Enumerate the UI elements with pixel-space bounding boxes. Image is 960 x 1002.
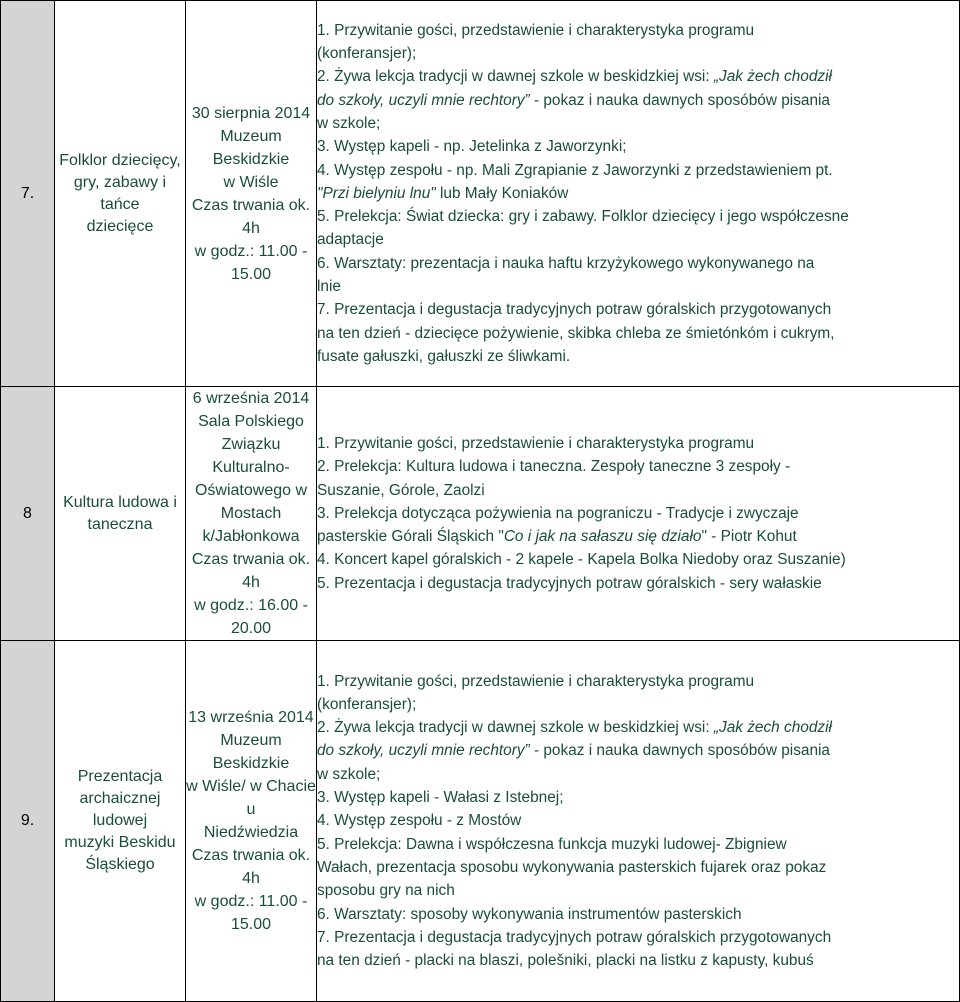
place-line: Mostach bbox=[220, 505, 282, 522]
place-line: w Wiśle/ w Chacie u bbox=[186, 778, 316, 818]
theme-line: archaicznej ludowej bbox=[79, 790, 161, 829]
program-line: Suszanie, Górole, Zaolzi bbox=[317, 481, 485, 499]
place-line: Sala Polskiego bbox=[198, 413, 304, 430]
program-line: 4. Występ zespołu - np. Mali Zgrapianie z Jaworzynki z przedstawieniem pt. bbox=[317, 161, 833, 179]
program-line: 1. Przywitanie gości, przedstawienie i charakterystyka programu bbox=[317, 434, 755, 452]
theme-line: Kultura ludowa i bbox=[63, 493, 177, 511]
duration-line: Czas trwania ok. 4h bbox=[191, 551, 311, 591]
hours-line: w godz.: 16.00 - bbox=[194, 597, 308, 614]
event-program bbox=[317, 1, 960, 387]
program-line: 3. Występ kapeli - Wałasi z Istebnej; bbox=[317, 789, 564, 807]
place-line: k/Jabłonkowa bbox=[202, 528, 300, 545]
program-line: 5. Prelekcja: Dawna i współczesna funkcja muzyki ludowej- Zbigniew bbox=[317, 835, 787, 853]
event-program bbox=[317, 641, 960, 1002]
theme-line: gry, zabawy i tańce bbox=[73, 173, 167, 213]
duration-line: Czas trwania ok. 4h bbox=[191, 847, 311, 887]
program-line: adaptacje bbox=[317, 231, 384, 249]
program-text: "Przi bielyniu lnu" bbox=[317, 184, 436, 202]
program-text: „Jak żech chodził bbox=[713, 719, 832, 737]
program-line: (konferansjer); bbox=[317, 45, 417, 63]
program-line: 7. Prezentacja i degustacja tradycyjnych potraw góralskich przygotowanych bbox=[317, 928, 832, 946]
program-text: 8 bbox=[23, 504, 32, 522]
program-line: Wałach, prezentacja sposobu wykonywania pasterskich fujarek oraz pokaz bbox=[317, 858, 827, 876]
program-line: 5. Prezentacja i degustacja tradycyjnych potraw góralskich - sery wałaskie bbox=[317, 574, 822, 592]
program-line: 3. Występ kapeli - np. Jetelinka z Jaworzynki; bbox=[317, 138, 627, 156]
event-date-place bbox=[186, 641, 317, 1002]
hours-line: 20.00 bbox=[230, 620, 272, 637]
row-number bbox=[1, 641, 55, 1002]
program-text: " - Piotr Kohut bbox=[701, 528, 797, 546]
program-line: na ten dzień - placki na blaszi, polešniki, placki na listku z kapusty, kubuś bbox=[317, 952, 814, 970]
row-number bbox=[1, 387, 55, 641]
program-text: pasterskie Górali Śląskich " bbox=[317, 528, 504, 546]
duration-line: Czas trwania ok. 4h bbox=[191, 196, 311, 237]
place-line: Muzeum Beskidzkie bbox=[212, 127, 290, 168]
program-text: Co i jak na sałaszu się działo bbox=[503, 528, 702, 546]
event-theme bbox=[55, 1, 186, 387]
program-line: sposobu gry na nich bbox=[317, 882, 455, 900]
row-number bbox=[1, 1, 55, 387]
hours-line: w godz.: 11.00 - bbox=[194, 893, 308, 910]
place-line: Oświatowego w bbox=[194, 482, 308, 499]
program-line: 6. Warsztaty: sposoby wykonywania instrumentów pasterskich bbox=[317, 905, 742, 923]
program-text: 2. Żywa lekcja tradycji w dawnej szkole w beskidzkiej wsi: bbox=[317, 68, 714, 86]
program-line: 6. Warsztaty: prezentacja i nauka haftu krzyżykowego wykonywanego na bbox=[317, 254, 815, 272]
event-date-place bbox=[186, 1, 317, 387]
theme-line: dziecięce bbox=[86, 217, 154, 235]
program-line: 5. Prelekcja: Świat dziecka: gry i zabawy. Folklor dziecięcy i jego współczesne bbox=[317, 208, 849, 226]
program-text: 7. bbox=[20, 184, 35, 202]
event-program bbox=[317, 387, 960, 641]
program-line bbox=[317, 739, 959, 762]
theme-line: Folklor dziecięcy, bbox=[59, 151, 181, 169]
hours-line: w godz.: 11.00 - bbox=[194, 242, 308, 260]
theme-line: Prezentacja bbox=[77, 768, 163, 785]
theme-line: Śląskiego bbox=[85, 856, 155, 873]
program-line: 4. Występ zespołu - z Mostów bbox=[317, 812, 522, 830]
program-line bbox=[317, 65, 959, 88]
hours-line: 15.00 bbox=[230, 265, 272, 283]
theme-line: taneczna bbox=[87, 515, 153, 533]
program-text: lub Mały Koniaków bbox=[435, 184, 569, 202]
program-line: 2. Prelekcja: Kultura ludowa i taneczna. Zespoły taneczne 3 zespoły - bbox=[317, 458, 791, 476]
program-text: - pokaz i nauka dawnych sposóbów pisania bbox=[529, 91, 830, 109]
place-line: Muzeum Beskidzkie bbox=[212, 732, 290, 772]
theme-line: muzyki Beskidu bbox=[64, 834, 176, 851]
program-line: w szkole; bbox=[317, 765, 381, 783]
program-line: w szkole; bbox=[317, 114, 381, 132]
program-line: 3. Prelekcja dotycząca pożywienia na pograniczu - Tradycje i zwyczaje bbox=[317, 504, 799, 522]
program-line bbox=[317, 716, 959, 739]
place-line: Niedźwiedzia bbox=[203, 824, 299, 841]
event-theme bbox=[55, 641, 186, 1002]
event-theme bbox=[55, 387, 186, 641]
table-row bbox=[1, 641, 960, 1002]
program-line: (konferansjer); bbox=[317, 695, 417, 713]
program-line: 7. Prezentacja i degustacja tradycyjnych potraw góralskich przygotowanych bbox=[317, 301, 832, 319]
place-line: Związku Kulturalno- bbox=[212, 436, 290, 476]
program-line bbox=[317, 525, 959, 548]
program-line: lnie bbox=[317, 278, 341, 296]
program-text: 9. bbox=[20, 812, 35, 829]
program-line: 1. Przywitanie gości, przedstawienie i charakterystyka programu bbox=[317, 21, 755, 39]
program-text: - pokaz i nauka dawnych sposóbów pisania bbox=[529, 742, 830, 760]
program-line: 4. Koncert kapel góralskich - 2 kapele - Kapela Bolka Niedoby oraz Suszanie) bbox=[317, 551, 846, 569]
date-line: 6 września 2014 bbox=[192, 390, 310, 407]
program-line: fusate gałuszki, gałuszki ze śliwkami. bbox=[317, 347, 571, 365]
hours-line: 15.00 bbox=[230, 916, 272, 933]
event-date-place bbox=[186, 387, 317, 641]
program-text: 2. Żywa lekcja tradycji w dawnej szkole w beskidzkiej wsi: bbox=[317, 719, 714, 737]
program-text: do szkoły, uczyli mnie rechtory” bbox=[317, 742, 530, 760]
program-line bbox=[317, 182, 959, 205]
program-line bbox=[317, 89, 959, 112]
program-text: „Jak żech chodził bbox=[713, 68, 832, 86]
date-line: 30 sierpnia 2014 bbox=[191, 104, 311, 122]
table-row bbox=[1, 387, 960, 641]
program-line: na ten dzień - dziecięce pożywienie, skibka chleba ze śmietónkóm i cukrym, bbox=[317, 324, 835, 342]
program-line: 1. Przywitanie gości, przedstawienie i charakterystyka programu bbox=[317, 672, 755, 690]
table-row bbox=[1, 1, 960, 387]
place-line: w Wiśle bbox=[223, 173, 279, 191]
date-line: 13 września 2014 bbox=[188, 709, 314, 726]
program-text: do szkoły, uczyli mnie rechtory” bbox=[317, 91, 530, 109]
